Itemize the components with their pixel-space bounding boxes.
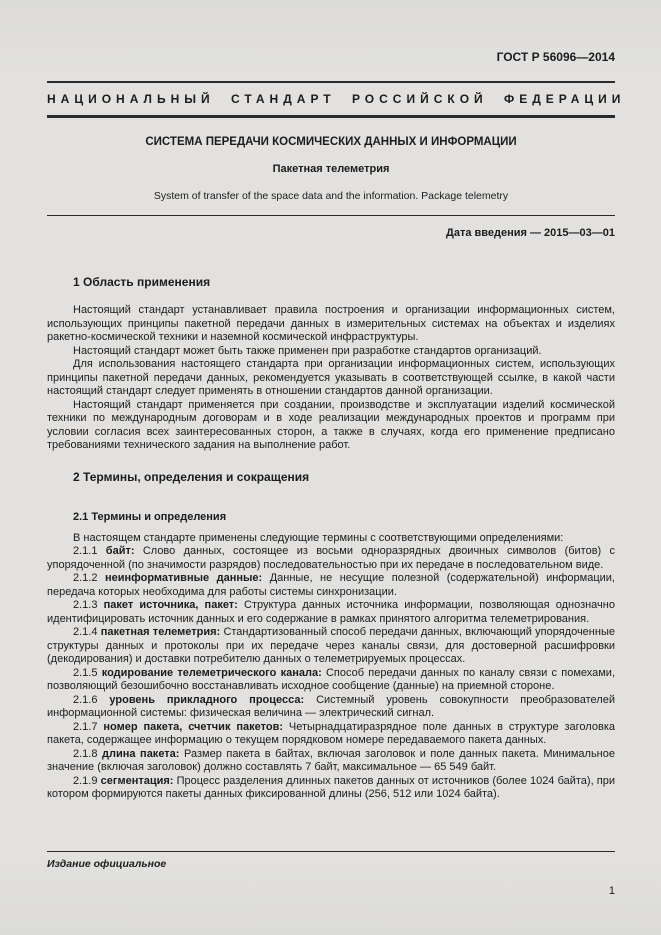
- section-1-paragraph: Настоящий стандарт устанавливает правила построения и организации информационных систем, использующих принципы пакетной передачи данных в измерительных системах на объектах и изделиях ракетно-космической техники и наземной космической инфраструктуры.: [47, 304, 615, 343]
- term-name: длина пакета:: [102, 747, 180, 760]
- term-item: [47, 572, 615, 599]
- term-definition: Процесс разделения длинных пакетов данных от источников (более 1024 байта), при котором формируются пакеты данных фиксированной длины (256, 512 или 1024 байта).: [47, 774, 615, 800]
- term-item: [47, 667, 615, 694]
- term-item: [47, 721, 615, 748]
- term-name: номер пакета, счетчик пакетов:: [103, 720, 283, 733]
- page-number: 1: [608, 885, 615, 897]
- term-name: пакетная телеметрия:: [100, 626, 221, 638]
- divider-under-title: [47, 215, 615, 216]
- section-2-heading: 2 Термины, определения и сокращения: [73, 469, 310, 484]
- term-item: [47, 775, 615, 802]
- section-1-heading: 1 Область применения: [73, 275, 211, 289]
- divider-top: [47, 81, 615, 83]
- section-2-1-subheading: 2.1 Термины и определения: [73, 510, 227, 523]
- term-name: кодирование телеметрического канала:: [101, 666, 322, 679]
- term-definition: Слово данных, состоящее из восьми одноразрядных двоичных символов (битов) с упорядоченной (по значимости разрядов) последовательностью при их передаче в последовательном виде.: [47, 545, 616, 571]
- section-1-paragraph: Настоящий стандарт может быть также применен при разработке стандартов организаций.: [73, 344, 542, 357]
- term-definition: Четырнадцатиразрядное поле данных в структуре заголовка пакета, содержащее информацию о текущем порядковом номере передаваемого пакета данных.: [47, 720, 615, 746]
- term-item: [47, 599, 615, 626]
- term-name: пакет источника, пакет:: [103, 599, 238, 611]
- term-number: 2.1.3: [73, 599, 98, 611]
- term-number: 2.1.6: [73, 693, 98, 706]
- term-number: 2.1.4: [73, 626, 98, 638]
- term-number: 2.1.9: [73, 774, 98, 787]
- terms-intro: В настоящем стандарте применены следующие термины с соответствующими определениями:: [73, 531, 564, 544]
- term-number: 2.1.5: [73, 666, 98, 679]
- doc-code: ГОСТ Р 56096—2014: [496, 50, 615, 64]
- doc-title-english: System of transfer of the space data and the information. Package telemetry: [153, 190, 509, 202]
- doc-title: СИСТЕМА ПЕРЕДАЧИ КОСМИЧЕСКИХ ДАННЫХ И ИНФОРМАЦИИ: [145, 136, 517, 148]
- page-footer: [47, 851, 615, 897]
- term-definition: Данные, не несущие полезной (содержательной) информации, передача которых необходима для работы системы синхронизации.: [47, 572, 615, 598]
- divider-footer: [47, 851, 615, 852]
- term-name: уровень прикладного процесса:: [109, 693, 305, 706]
- term-number: 2.1.2: [73, 572, 98, 584]
- national-standard-banner: НАЦИОНАЛЬНЫЙ СТАНДАРТ РОССИЙСКОЙ ФЕДЕРАЦИИ: [47, 92, 626, 106]
- section-1-paragraph: Настоящий стандарт применяется при создании, производстве и эксплуатации изделий космической техники по международным договорам и в ходе реализации международных проектов и программ при условии согласия всех заинтересованных сторон, а также в случаях, когда его применение предписано требованиями технического задания на выполнение работ.: [47, 398, 615, 451]
- term-name: байт:: [105, 545, 135, 557]
- term-number: 2.1.8: [73, 747, 98, 760]
- term-number: 2.1.7: [73, 720, 98, 733]
- term-definition: Способ передачи данных по каналу связи с помехами, позволяющий безошибочно восстанавливать исходное сообщение (данные) на приемной стороне.: [47, 666, 616, 692]
- term-definition: Размер пакета в байтах, включая заголовок и поле данных пакета. Минимальное значение (включая заголовок) должно составлять 7 байт, максимальное — 65 549 байт.: [47, 747, 615, 773]
- edition-note: Издание официальное: [47, 858, 167, 870]
- term-item: [47, 694, 615, 721]
- doc-subtitle: Пакетная телеметрия: [272, 163, 390, 175]
- term-item: [47, 545, 615, 572]
- term-item: [47, 748, 615, 775]
- term-name: неинформативные данные:: [104, 572, 263, 584]
- term-definition: Структура данных источника информации, позволяющая однозначно идентифицировать источник данных и его содержание в рамках принятого алгоритма телеметрирования.: [47, 599, 615, 625]
- divider-thick: [47, 115, 615, 118]
- term-item: [47, 626, 615, 667]
- term-name: сегментация:: [100, 774, 174, 787]
- section-1-paragraph: Для использования настоящего стандарта при организации информационных систем, использующих принципы пакетной передачи данных, рекомендуется указывать в соответствующей ссылке, в какой части настоящий стандарт следует применять в отношении стандартов данной организации.: [47, 358, 615, 397]
- effective-date: Дата введения — 2015—03—01: [446, 227, 615, 239]
- term-definition: Системный уровень совокупности преобразователей информационной системы: физическая величина — электрический сигнал.: [47, 693, 615, 719]
- term-definition: Стандартизованный способ передачи данных, включающий упорядоченные структуры данных и протоколы при их передаче через каналы связи, для достоверной расшифровки (декодирования) и доставки потребителю данных о телеметрируемых процессах.: [47, 626, 615, 665]
- term-number: 2.1.1: [73, 545, 98, 557]
